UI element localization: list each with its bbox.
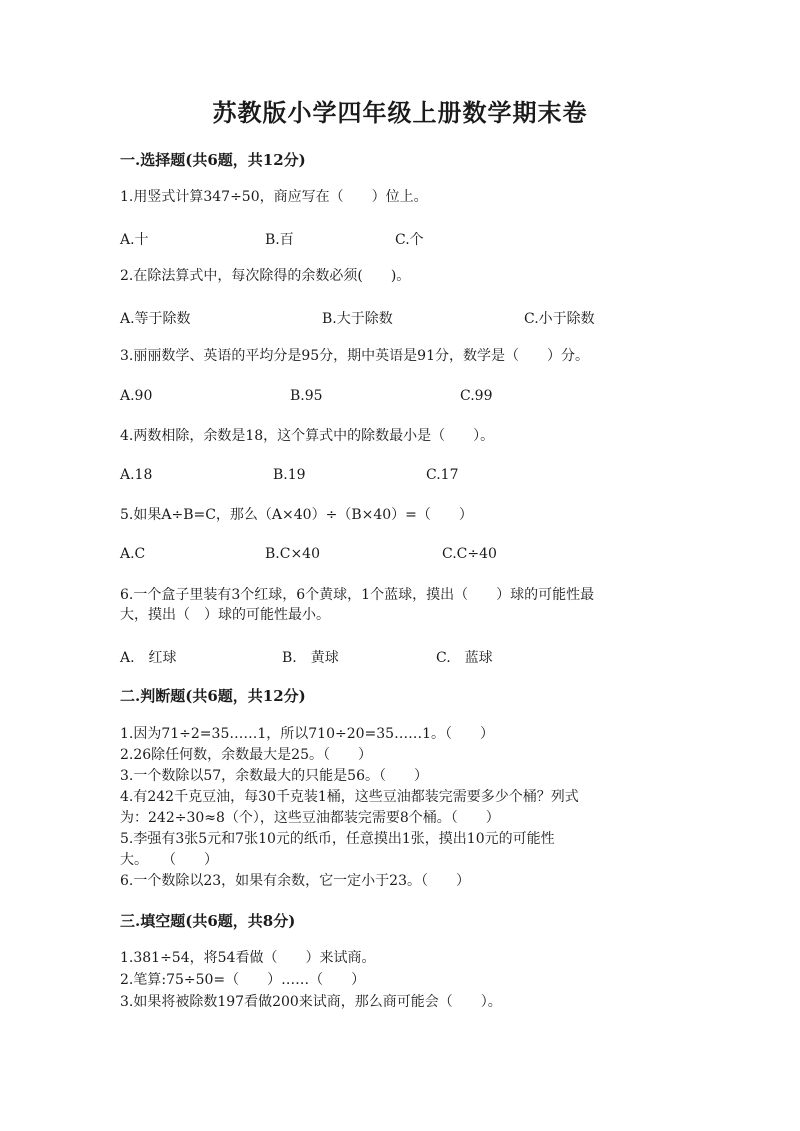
option-a: A.18 xyxy=(120,467,153,483)
page-title: 苏教版小学四年级上册数学期末卷 xyxy=(212,98,588,127)
option-a: A. 红球 xyxy=(120,650,177,666)
fill-line: 2.笔算:75÷50=（ ）……（ ） xyxy=(120,972,366,988)
judgement-line: 大。 （ ） xyxy=(120,852,218,868)
question-text: 3.丽丽数学、英语的平均分是95分，期中英语是91分，数学是（ ）分。 xyxy=(120,348,589,364)
question-text: 1.用竖式计算347÷50，商应写在（ ）位上。 xyxy=(120,189,428,205)
judgement-line: 1.因为71÷2=35……1，所以710÷20=35……1。（ ） xyxy=(120,726,494,742)
fill-line: 1.381÷54，将54看做（ ）来试商。 xyxy=(120,950,376,966)
question-text: 4.两数相除，余数是18，这个算式中的除数最小是（ ）。 xyxy=(120,428,495,444)
option-b: B.95 xyxy=(290,388,323,404)
section-heading-choice: 一.选择题(共6题，共12分) xyxy=(120,151,306,169)
section-heading-fill: 三.填空题(共6题，共8分) xyxy=(120,912,296,930)
option-a: A.90 xyxy=(120,388,153,404)
judgement-line: 为：242÷30≈8（个），这些豆油都装完需要8个桶。（ ） xyxy=(120,810,500,826)
option-b: B.C×40 xyxy=(265,546,320,562)
option-b: B.大于除数 xyxy=(322,311,393,327)
option-c: C.个 xyxy=(395,232,424,248)
section-heading-judgement: 二.判断题(共6题，共12分) xyxy=(120,687,306,705)
option-c: C.99 xyxy=(460,388,493,404)
question-text: 5.如果A÷B=C，那么（A×40）÷（B×40）=（ ） xyxy=(120,507,473,523)
judgement-line: 5.李强有3张5元和7张10元的纸币，任意摸出1张，摸出10元的可能性 xyxy=(120,831,555,847)
option-a: A.等于除数 xyxy=(120,311,191,327)
option-b: B.百 xyxy=(265,232,294,248)
question-text-continued: 大，摸出（ ）球的可能性最小。 xyxy=(120,607,330,623)
option-c: C. 蓝球 xyxy=(436,650,493,666)
option-a: A.C xyxy=(120,546,146,562)
question-text: 2.在除法算式中，每次除得的余数必须( )。 xyxy=(120,268,411,284)
fill-line: 3.如果将被除数197看做200来试商，那么商可能会（ ）。 xyxy=(120,994,502,1010)
option-c: C.小于除数 xyxy=(524,311,595,327)
judgement-line: 2.26除任何数，余数最大是25。（ ） xyxy=(120,747,372,763)
option-b: B.19 xyxy=(273,467,306,483)
judgement-line: 6.一个数除以23，如果有余数，它一定小于23。（ ） xyxy=(120,873,470,889)
question-text: 6.一个盒子里装有3个红球，6个黄球，1个蓝球，摸出（ ）球的可能性最 xyxy=(120,587,595,603)
option-b: B. 黄球 xyxy=(282,650,339,666)
option-a: A.十 xyxy=(120,232,149,248)
judgement-line: 3.一个数除以57，余数最大的只能是56。（ ） xyxy=(120,768,428,784)
option-c: C.17 xyxy=(426,467,459,483)
option-c: C.C÷40 xyxy=(442,546,497,562)
judgement-line: 4.有242千克豆油，每30千克装1桶，这些豆油都装完需要多少个桶？列式 xyxy=(120,789,579,805)
